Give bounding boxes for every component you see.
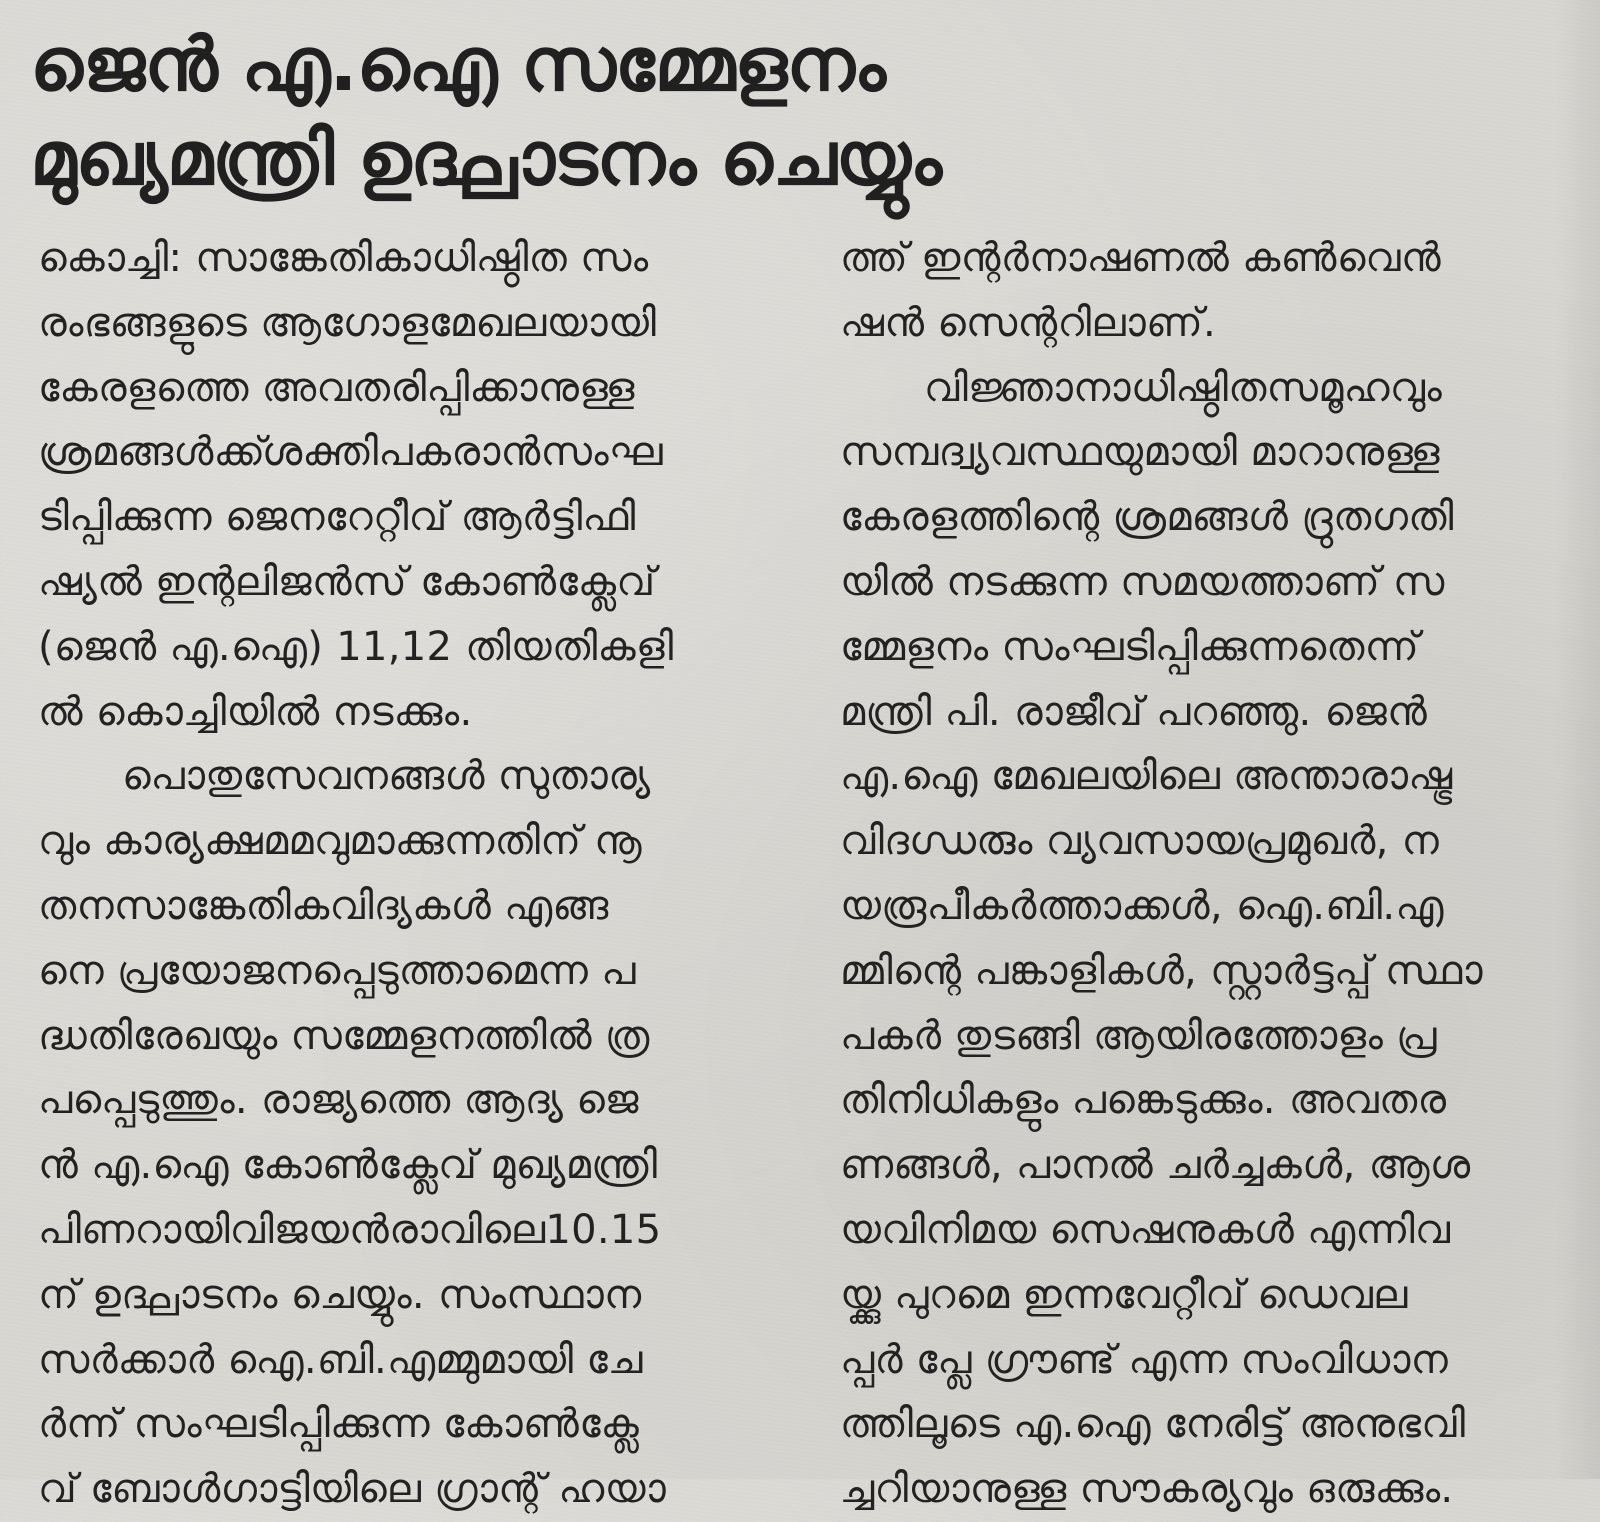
body-line: ഷ്യൽ ഇന്റലിജൻസ് കോൺക്ലേവ് — [38, 558, 656, 605]
body-line: യിൽ നടക്കുന്ന സമയത്താണ് സ — [840, 558, 1445, 605]
body-line: ന് ഉദ്ഘാടനം ചെയ്യും. സംസ്ഥാന — [38, 1271, 642, 1318]
body-line: പകർ തുടങ്ങി ആയിരത്തോളം പ്ര — [840, 1012, 1437, 1059]
body-line: കേരളത്തെ അവതരിപ്പിക്കാനുള്ള — [38, 364, 635, 411]
body-line: പപ്പെടുത്തും. രാജ്യത്തെ ആദ്യ ജെ — [38, 1077, 639, 1124]
body-line: ഷൻ സെന്ററിലാണ്. — [840, 299, 1217, 346]
body-line: ടിപ്പിക്കുന്ന ജെനറേറ്റീവ് ആർട്ടിഫി — [38, 494, 636, 541]
body-line: ർന്ന് സംഘടിപ്പിക്കുന്ന കോൺക്ലേ — [38, 1401, 640, 1448]
body-line: എ.ഐ മേഖലയിലെ അന്താരാഷ്ട്ര — [840, 753, 1453, 800]
body-line: സമ്പദ്വ്യവസ്ഥയുമായി മാറാനുള്ള — [840, 429, 1440, 476]
body-line: വും കാര്യക്ഷമമവുമാക്കുന്നതിന് നൂ — [38, 818, 642, 865]
body-line: കൊച്ചി: സാങ്കേതികാധിഷ്ഠിത സം — [38, 235, 649, 281]
body-line: ച്ചറിയാനുള്ള സൗകര്യവും ഒരുക്കും. — [840, 1466, 1454, 1513]
body-line: യവിനിമയ സെഷനുകൾ എന്നിവ — [840, 1206, 1451, 1253]
body-line: (ജെൻ എ.ഐ) 11,12 തിയതികളി — [38, 623, 674, 670]
body-line: ത്ത് ഇന്റർനാഷണൽ കൺവെൻ — [840, 235, 1441, 281]
body-line: നെ പ്രയോജനപ്പെടുത്താമെന്ന പ — [38, 947, 636, 994]
body-line: മന്ത്രി പി. രാജീവ് പറഞ്ഞു. ജെൻ — [840, 688, 1428, 735]
body-line: മ്മിന്റെ പങ്കാളികൾ, സ്റ്റാർട്ടപ്പ് സ്ഥാ — [840, 947, 1483, 994]
headline — [30, 18, 1570, 206]
article-column-right — [840, 226, 1570, 1522]
body-line: തിനിധികളും പങ്കെടുക്കും. അവതര — [840, 1077, 1447, 1124]
body-line: വിദഗ്ധരും വ്യവസായപ്രമുഖർ, ന — [840, 818, 1440, 865]
body-line: ൽ കൊച്ചിയിൽ നടക്കും. — [38, 688, 473, 735]
body-line: പ്പർ പ്ലേ ഗ്രൗണ്ട് എന്ന സംവിധാന — [840, 1336, 1449, 1383]
body-line: രംഭങ്ങളുടെ ആഗോളമേഖലയായി — [38, 299, 657, 346]
body-line: യ്ക്കു പുറമെ ഇന്നവേറ്റീവ് ഡെവല — [840, 1271, 1408, 1318]
body-line: ദ്ധതിരേഖയും സമ്മേളനത്തിൽ ത്ര — [38, 1012, 650, 1059]
body-line: യരൂപീകർത്താക്കൾ, ഐ.ബി.എ — [840, 882, 1444, 929]
body-line: സർക്കാർ ഐ.ബി.എമ്മുമായി ചേ — [38, 1336, 643, 1383]
article-column-left — [38, 226, 764, 1522]
body-line: തനസാങ്കേതികവിദ്യകൾ എങ്ങ — [38, 882, 609, 929]
body-line: മ്മേളനം സംഘടിപ്പിക്കുന്നതെന്ന് — [840, 623, 1420, 670]
body-line: ൻ എ.ഐ കോൺക്ലേവ് മുഖ്യമന്ത്രി — [38, 1142, 658, 1189]
paper-edge-shadow — [1555, 0, 1600, 1479]
body-line: ത്തിലൂടെ എ.ഐ നേരിട്ട് അനുഭവി — [840, 1401, 1466, 1448]
body-line: വ് ബോൾഗാട്ടിയിലെ ഗ്രാന്റ് ഹയാ — [38, 1466, 666, 1513]
body-line: ശ്രമങ്ങൾക്ക്ശക്തിപകരാൻസംഘ — [38, 429, 663, 476]
headline-line-2: മുഖ്യമന്ത്രി ഉദ്ഘാടനം ചെയ്യും — [30, 116, 942, 202]
body-line: ണങ്ങൾ, പാനൽ ചർച്ചകൾ, ആശ — [840, 1142, 1471, 1189]
paragraph-start-line: പൊതുസേവനങ്ങൾ സുതാര്യ — [122, 753, 651, 800]
headline-line-1: ജെൻ എ.ഐ സമ്മേളനം — [30, 22, 885, 108]
body-line: കേരളത്തിന്റെ ശ്രമങ്ങൾ ദ്രുതഗതി — [840, 494, 1454, 541]
paragraph-start-line: വിജ്ഞാനാധിഷ്ഠിതസമൂഹവും — [924, 364, 1443, 411]
body-line: പിണറായിവിജയൻരാവിലെ10.15 — [38, 1206, 662, 1253]
